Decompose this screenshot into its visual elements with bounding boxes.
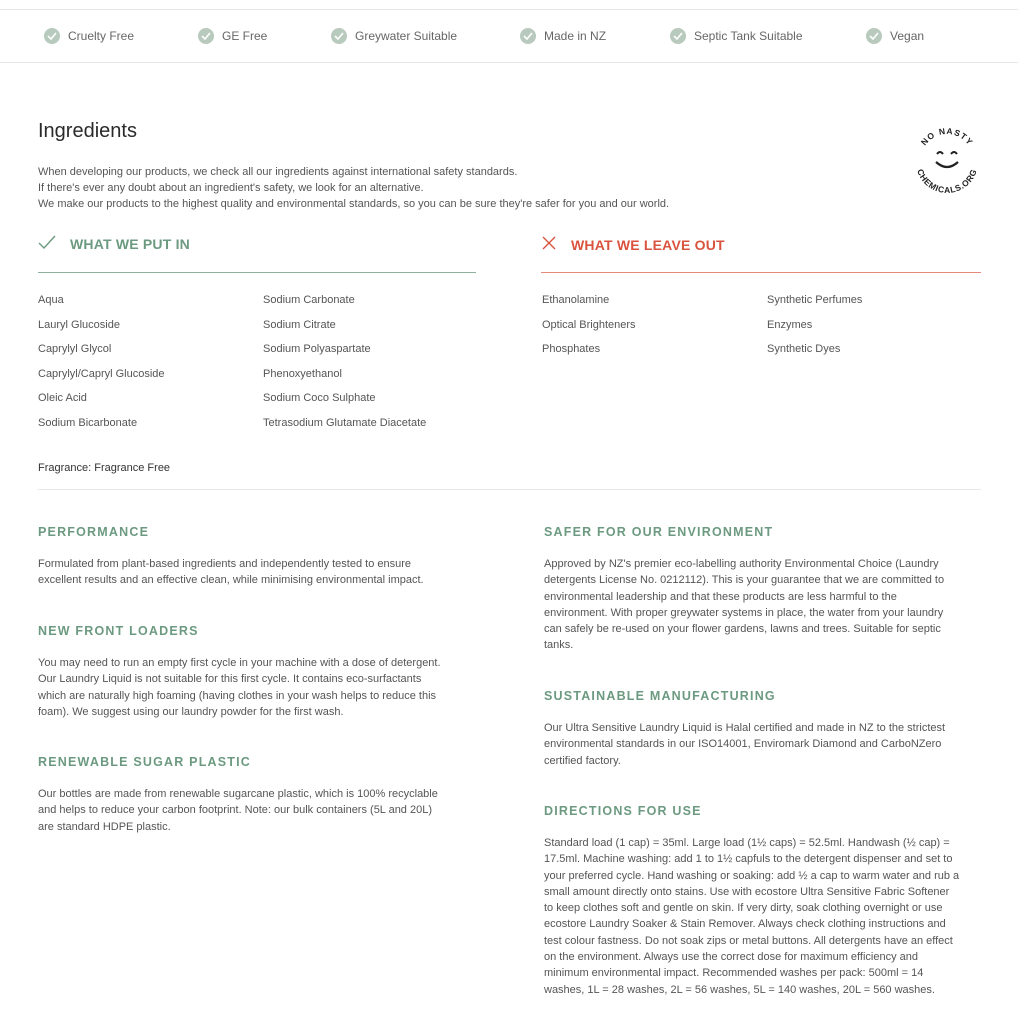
list-item: Lauryl Glucoside xyxy=(38,318,120,331)
list-item: Phosphates xyxy=(542,343,601,355)
list-item: Caprylyl/Capryl Glucoside xyxy=(38,367,165,380)
what-we-put-in-heading xyxy=(38,235,190,252)
what-we-leave-out-heading xyxy=(541,235,725,254)
performance-text xyxy=(38,556,424,589)
text-line: Our bottles are made from renewable sugarcane plastic, which is 100% recyclable xyxy=(38,788,438,800)
ingredients-title: Ingredients xyxy=(38,120,137,142)
text-line: excellent results and an effective clean, while minimising environmental impact. xyxy=(38,574,424,587)
list-item: Sodium Coco Sulphate xyxy=(263,392,376,404)
text-line: certified factory. xyxy=(544,754,621,767)
text-line: 17.5ml. Machine washing: add 1 to 1½ capfuls to the detergent dispenser and set to xyxy=(544,853,953,866)
cross-icon xyxy=(541,235,557,254)
list-item: Sodium Polyaspartate xyxy=(263,343,371,355)
badge-label: GE Free xyxy=(222,29,268,43)
text-line: on the environment. Always use the correct dose for maximum efficiency and xyxy=(544,951,918,964)
text-line: to keep clothes soft and gentle on skin. If very dirty, soak clothing overnight or use xyxy=(544,902,943,915)
list-item: Phenoxyethanol xyxy=(263,367,342,380)
intro-line: We make our products to the highest quality and environmental standards, so you can be sure they're safer for you and our world. xyxy=(38,198,670,210)
ingredients-intro xyxy=(38,164,669,212)
badge-ge-free xyxy=(198,28,267,44)
text-line: which are naturally high foaming (having clothes in your wash helps to reduce this xyxy=(38,689,437,702)
manufacturing-heading: SUSTAINABLE MANUFACTURING xyxy=(544,689,776,703)
badge-label: Greywater Suitable xyxy=(355,29,458,43)
text-line: environment. With proper greywater systems in place, the water from your laundry xyxy=(544,606,944,619)
text-line: minimum environmental impact. Recommended washes per pack: 500ml = 14 xyxy=(544,967,924,980)
leave-out-divider xyxy=(541,272,981,273)
environment-text xyxy=(544,556,944,654)
badge-vegan xyxy=(866,28,924,44)
list-item: Caprylyl Glycol xyxy=(38,343,112,355)
check-circle-icon xyxy=(44,28,60,44)
text-line: can safely be re-used on your flower gardens, lawns and trees. Suitable for septic xyxy=(544,623,941,636)
list-item: Synthetic Perfumes xyxy=(767,294,863,306)
badge-made-in-nz xyxy=(520,28,606,44)
text-line: test colour fastness. Do not soak zips or metal buttons. All detergents have an effect xyxy=(544,934,953,947)
intro-line: When developing our products, we check all our ingredients against international safety standards. xyxy=(38,166,518,178)
text-line: your preferred cycle. Hand washing or soaking: add ½ a cap to warm water and rub a xyxy=(544,869,960,882)
directions-heading: DIRECTIONS FOR USE xyxy=(544,804,702,818)
check-circle-icon xyxy=(331,28,347,44)
text-line: Formulated from plant-based ingredients and independently tested to ensure xyxy=(38,558,412,570)
environment-heading: SAFER FOR OUR ENVIRONMENT xyxy=(544,525,774,539)
list-item: Oleic Acid xyxy=(38,392,87,404)
text-line: detergents License No. 0212112). This is your guarantee that we are committed to xyxy=(544,574,945,587)
badge-septic-tank-suitable xyxy=(670,28,803,44)
badge-label: Made in NZ xyxy=(544,29,607,43)
front-loaders-text xyxy=(38,655,441,720)
text-line: You may need to run an empty first cycle in your machine with a dose of detergent. xyxy=(38,657,441,669)
list-item: Sodium Citrate xyxy=(263,318,336,331)
list-item: Enzymes xyxy=(767,318,813,331)
list-item: Synthetic Dyes xyxy=(767,343,841,355)
put-in-list-col1 xyxy=(38,294,165,441)
badge-label: Septic Tank Suitable xyxy=(694,29,803,43)
leave-out-label: WHAT WE LEAVE OUT xyxy=(571,236,725,253)
leave-out-list-col2 xyxy=(767,294,862,368)
check-icon xyxy=(38,235,56,252)
text-line: small amount directly onto stains. Use with ecostore Ultra Sensitive Fabric Softener xyxy=(544,885,950,898)
check-circle-icon xyxy=(670,28,686,44)
text-line: are standard HDPE plastic. xyxy=(38,820,171,833)
sugar-plastic-heading: RENEWABLE SUGAR PLASTIC xyxy=(38,755,252,769)
badge-greywater-suitable xyxy=(331,28,457,44)
no-nasty-chemicals-logo xyxy=(909,122,985,198)
check-circle-icon xyxy=(866,28,882,44)
text-line: ecostore Laundry Soaker & Stain Remover. Always check clothing instructions and xyxy=(544,918,946,931)
text-line: and helps to reduce your carbon footprint. Note: our bulk containers (5L and 20L) xyxy=(38,804,433,817)
list-item: Sodium Carbonate xyxy=(263,294,355,306)
feature-badges-bar xyxy=(0,10,1018,63)
list-item: Tetrasodium Glutamate Diacetate xyxy=(263,416,427,429)
svg-text:NO NASTY: NO NASTY xyxy=(918,125,976,148)
leave-out-list-col1 xyxy=(542,294,636,368)
sugar-plastic-text xyxy=(38,786,438,835)
svg-text:CHEMICALS.ORG: CHEMICALS.ORG xyxy=(915,167,979,196)
intro-line: If there's ever any doubt about an ingredient's safety, we look for an alternative. xyxy=(38,182,424,194)
badge-label: Cruelty Free xyxy=(68,29,135,43)
put-in-label: WHAT WE PUT IN xyxy=(70,235,190,252)
put-in-divider xyxy=(38,272,476,273)
front-loaders-heading: NEW FRONT LOADERS xyxy=(38,624,199,638)
text-line: Approved by NZ's premier eco-labelling authority Environmental Choice (Laundry xyxy=(544,558,939,570)
list-item: Aqua xyxy=(38,294,64,306)
text-line: washes, 1L = 28 washes, 2L = 56 washes, 5L = 140 washes, 20L = 560 washes. xyxy=(544,983,935,996)
text-line: environmental leadership and that these products are less harmful to the xyxy=(544,590,897,603)
text-line: environmental standards in our ISO14001, Enviromark Diamond and CarboNZero xyxy=(544,738,942,751)
performance-heading: PERFORMANCE xyxy=(38,525,150,539)
check-circle-icon xyxy=(198,28,214,44)
fragrance-info: Fragrance: Fragrance Free xyxy=(38,462,171,474)
list-item: Ethanolamine xyxy=(542,294,610,306)
text-line: foam). We suggest using our laundry powder for the first wash. xyxy=(38,705,344,718)
text-line: Our Laundry Liquid is not suitable for this first cycle. It contains eco-surfactants xyxy=(38,673,422,686)
directions-text xyxy=(544,835,959,998)
text-line: Standard load (1 cap) = 35ml. Large load (1½ caps) = 52.5ml. Handwash (½ cap) = xyxy=(544,837,950,849)
list-item: Optical Brighteners xyxy=(542,318,636,331)
badge-label: Vegan xyxy=(890,29,925,43)
manufacturing-text xyxy=(544,720,945,769)
badge-cruelty-free xyxy=(44,28,134,44)
text-line: Our Ultra Sensitive Laundry Liquid is Halal certified and made in NZ to the strictest xyxy=(544,722,946,734)
check-circle-icon xyxy=(520,28,536,44)
text-line: tanks. xyxy=(544,639,574,652)
section-divider xyxy=(38,489,981,490)
list-item: Sodium Bicarbonate xyxy=(38,416,138,429)
put-in-list-col2 xyxy=(263,294,426,441)
